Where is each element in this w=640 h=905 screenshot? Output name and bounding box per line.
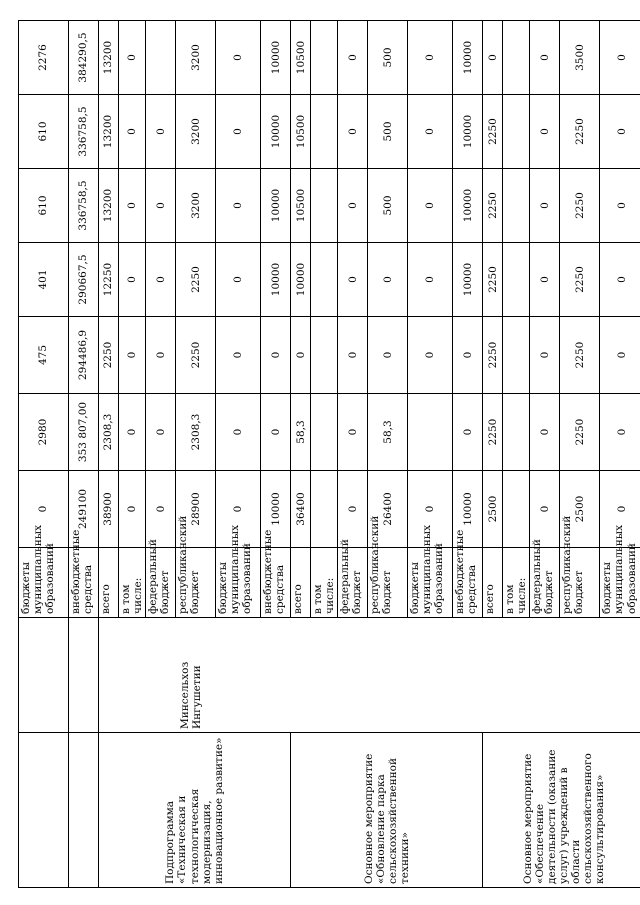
value-cell: 0: [530, 243, 560, 317]
value-cell: 0: [600, 471, 640, 548]
value-cell: 3200: [176, 21, 216, 95]
value-cell: 2250: [560, 243, 600, 317]
table-row: [99, 21, 119, 888]
source-label: бюджеты муниципальных образований: [216, 548, 261, 618]
value-cell: 0: [530, 95, 560, 169]
value-cell: 28900: [176, 471, 216, 548]
value-cell: [311, 169, 338, 243]
value-cell: 0: [453, 394, 483, 471]
value-cell: [503, 169, 530, 243]
value-cell: 0: [408, 169, 453, 243]
value-cell: 10500: [291, 169, 311, 243]
value-cell: 3200: [176, 169, 216, 243]
value-cell: 353 807,00: [69, 394, 99, 471]
value-cell: 0: [338, 243, 368, 317]
value-cell: 0: [530, 169, 560, 243]
value-cell: 0: [216, 317, 261, 394]
value-cell: [503, 394, 530, 471]
value-cell: 10000: [291, 243, 311, 317]
value-cell: 0: [261, 394, 291, 471]
value-cell: 10000: [261, 169, 291, 243]
source-label: федеральный бюджет: [530, 548, 560, 618]
source-label: бюджеты муниципальных образований: [600, 548, 640, 618]
value-cell: 0: [408, 95, 453, 169]
value-cell: 610: [19, 169, 69, 243]
value-cell: [311, 471, 338, 548]
value-cell: 0: [338, 95, 368, 169]
value-cell: [503, 317, 530, 394]
value-cell: 10500: [291, 95, 311, 169]
value-cell: 0: [119, 394, 146, 471]
value-cell: 0: [146, 317, 176, 394]
value-cell: 10000: [453, 471, 483, 548]
value-cell: 58,3: [291, 394, 311, 471]
value-cell: 0: [408, 317, 453, 394]
value-cell: 500: [368, 95, 408, 169]
value-cell: [311, 21, 338, 95]
value-cell: [146, 21, 176, 95]
value-cell: 401: [19, 243, 69, 317]
value-cell: 10000: [453, 169, 483, 243]
budget-table: [18, 20, 640, 888]
value-cell: 26400: [368, 471, 408, 548]
source-label: бюджеты муниципальных образований: [408, 548, 453, 618]
value-cell: 2250: [560, 169, 600, 243]
value-cell: [408, 394, 453, 471]
source-label: внебюджетные средства: [453, 548, 483, 618]
activity-title: Основное мероприятие «Обеспечение деятельности (оказание услуг) учреждений в области сельскохозяйственного консультирования»: [483, 733, 640, 888]
value-cell: 336758,5: [69, 169, 99, 243]
source-label: бюджеты муниципальных образований: [19, 548, 69, 618]
value-cell: 0: [600, 243, 640, 317]
value-cell: 2500: [560, 471, 600, 548]
table-row: [291, 21, 311, 888]
executor-name: Минсельхоз Ингушетии: [99, 618, 640, 733]
value-cell: 290667,5: [69, 243, 99, 317]
value-cell: 2276: [19, 21, 69, 95]
value-cell: 2250: [176, 243, 216, 317]
activity-title: Основное мероприятие «Обновление парка сельскохозяйственной техники»: [291, 733, 483, 888]
source-label: республиканский бюджет: [560, 548, 600, 618]
value-cell: 2250: [176, 317, 216, 394]
value-cell: 0: [338, 394, 368, 471]
value-cell: 2250: [483, 243, 503, 317]
value-cell: 2250: [483, 169, 503, 243]
value-cell: [503, 95, 530, 169]
source-label: в том числе:: [119, 548, 146, 618]
value-cell: 10000: [261, 21, 291, 95]
value-cell: 0: [600, 95, 640, 169]
value-cell: [503, 243, 530, 317]
source-label: федеральный бюджет: [338, 548, 368, 618]
value-cell: 3500: [560, 21, 600, 95]
value-cell: 0: [530, 471, 560, 548]
value-cell: 0: [216, 394, 261, 471]
value-cell: 475: [19, 317, 69, 394]
value-cell: 10000: [261, 243, 291, 317]
value-cell: 2500: [483, 471, 503, 548]
value-cell: 13200: [99, 169, 119, 243]
value-cell: [311, 95, 338, 169]
value-cell: 0: [146, 243, 176, 317]
value-cell: [311, 243, 338, 317]
value-cell: 0: [408, 243, 453, 317]
source-label: всего: [483, 548, 503, 618]
value-cell: 0: [146, 95, 176, 169]
value-cell: 0: [119, 243, 146, 317]
value-cell: 0: [261, 317, 291, 394]
value-cell: 0: [368, 317, 408, 394]
value-cell: 2250: [560, 95, 600, 169]
value-cell: 294486,9: [69, 317, 99, 394]
rotated-page: [18, 21, 638, 888]
source-label: в том числе:: [311, 548, 338, 618]
value-cell: 10000: [261, 471, 291, 548]
value-cell: 0: [119, 95, 146, 169]
value-cell: 10000: [453, 21, 483, 95]
value-cell: 0: [146, 471, 176, 548]
value-cell: 0: [119, 21, 146, 95]
value-cell: 500: [368, 169, 408, 243]
value-cell: 13200: [99, 21, 119, 95]
source-label: внебюджетные средства: [69, 548, 99, 618]
value-cell: 3200: [176, 95, 216, 169]
value-cell: 0: [600, 169, 640, 243]
value-cell: 0: [119, 169, 146, 243]
value-cell: [503, 471, 530, 548]
executor-cell: [69, 618, 99, 733]
value-cell: 0: [453, 317, 483, 394]
value-cell: 249100: [69, 471, 99, 548]
value-cell: 0: [530, 394, 560, 471]
value-cell: 0: [368, 243, 408, 317]
source-label: республиканский бюджет: [176, 548, 216, 618]
source-label: федеральный бюджет: [146, 548, 176, 618]
value-cell: 0: [600, 394, 640, 471]
value-cell: 2980: [19, 394, 69, 471]
value-cell: 0: [338, 471, 368, 548]
value-cell: 0: [483, 21, 503, 95]
executor-cell: [19, 618, 69, 733]
value-cell: 0: [338, 21, 368, 95]
value-cell: 2250: [99, 317, 119, 394]
value-cell: 10000: [453, 243, 483, 317]
value-cell: 0: [119, 317, 146, 394]
value-cell: 0: [216, 95, 261, 169]
value-cell: 2250: [483, 394, 503, 471]
value-cell: [311, 394, 338, 471]
subprogram-title: Подпрограмма «Техническая и технологическая модернизация, инновационное развитие»: [99, 733, 291, 888]
source-label: республиканский бюджет: [368, 548, 408, 618]
value-cell: 336758,5: [69, 95, 99, 169]
source-label: всего: [291, 548, 311, 618]
value-cell: 0: [600, 21, 640, 95]
value-cell: 0: [19, 471, 69, 548]
value-cell: 0: [600, 317, 640, 394]
value-cell: 0: [146, 169, 176, 243]
value-cell: 384290,5: [69, 21, 99, 95]
value-cell: [503, 21, 530, 95]
value-cell: 500: [368, 21, 408, 95]
value-cell: 0: [408, 471, 453, 548]
value-cell: 2308,3: [176, 394, 216, 471]
value-cell: 13200: [99, 95, 119, 169]
value-cell: 36400: [291, 471, 311, 548]
value-cell: 10000: [453, 95, 483, 169]
value-cell: 2308,3: [99, 394, 119, 471]
value-cell: 0: [216, 243, 261, 317]
value-cell: 0: [408, 21, 453, 95]
value-cell: 2250: [560, 394, 600, 471]
value-cell: 0: [291, 317, 311, 394]
value-cell: 2250: [483, 95, 503, 169]
value-cell: 38900: [99, 471, 119, 548]
value-cell: 0: [119, 471, 146, 548]
value-cell: 10500: [291, 21, 311, 95]
table-row: [19, 21, 69, 888]
value-cell: 0: [216, 21, 261, 95]
program-cell: [19, 733, 69, 888]
program-cell: [69, 733, 99, 888]
value-cell: 0: [530, 21, 560, 95]
value-cell: 0: [146, 394, 176, 471]
table-row: [69, 21, 99, 888]
source-label: всего: [99, 548, 119, 618]
value-cell: 58,3: [368, 394, 408, 471]
value-cell: 10000: [261, 95, 291, 169]
value-cell: 0: [216, 169, 261, 243]
value-cell: 12250: [99, 243, 119, 317]
table-row: [483, 21, 503, 888]
value-cell: 0: [216, 471, 261, 548]
value-cell: 0: [338, 169, 368, 243]
value-cell: 2250: [483, 317, 503, 394]
value-cell: [311, 317, 338, 394]
source-label: внебюджетные средства: [261, 548, 291, 618]
value-cell: 0: [338, 317, 368, 394]
value-cell: 2250: [560, 317, 600, 394]
value-cell: 0: [530, 317, 560, 394]
source-label: в том числе:: [503, 548, 530, 618]
value-cell: 610: [19, 95, 69, 169]
